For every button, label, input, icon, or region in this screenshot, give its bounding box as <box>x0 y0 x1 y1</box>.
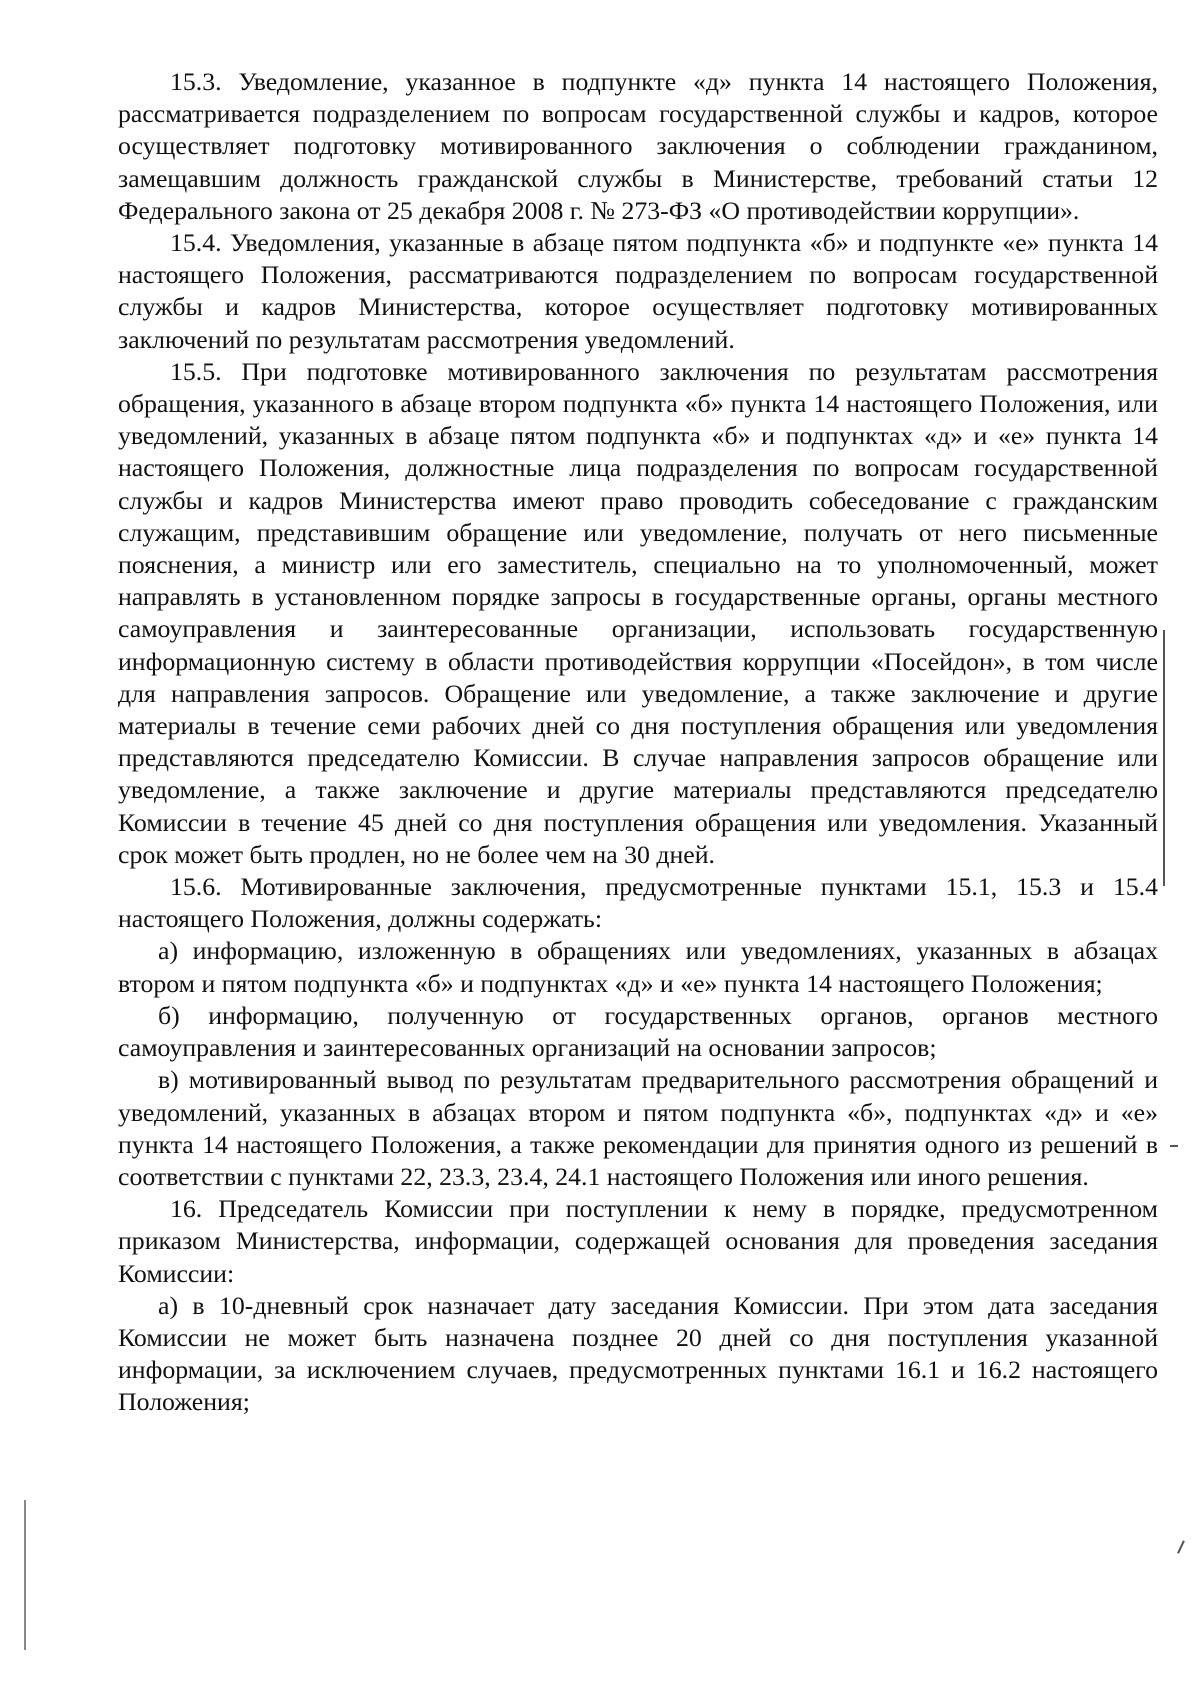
paragraph-16: 16. Председатель Комиссии при поступлении к нему в порядке, предусмотренном приказом Министерства, информации, содержащей основания для проведения заседания Комиссии: <box>118 1194 1158 1288</box>
margin-tick-mark <box>1170 1145 1178 1147</box>
paragraph-15-3: 15.3. Уведомление, указанное в подпункте «д» пункта 14 настоящего Положения, рассматривается подразделением по вопросам государственной службы и кадров, которое осуществляет подготовку мотивированного заключения о соблюдении гражданином, замещавшим должность гражданской службы в Министерстве, требований статьи 12 Федерального закона от 25 декабря 2008 г. № 273-ФЗ «О противодействии коррупции». <box>118 67 1158 225</box>
paragraph-15-6-b: б) информацию, полученную от государственных органов, органов местного самоуправления и заинтересованных организаций на основании запросов; <box>118 1000 1158 1063</box>
margin-dash-mark <box>1177 1540 1185 1554</box>
document-page <box>118 66 1158 1419</box>
paragraph-15-6-v: в) мотивированный вывод по результатам предварительного рассмотрения обращений и уведомлений, указанных в абзацах втором и пятом подпункта «б», подпунктах «д» и «е» пункта 14 настоящего Положения, а также рекомендации для принятия одного из решений в соответствии с пунктами 22, 23.3, 23.4, 24.1 настоящего Положения или иного решения. <box>118 1065 1158 1191</box>
paragraph-15-6-a: а) информацию, изложенную в обращениях или уведомлениях, указанных в абзацах втором и пятом подпункта «б» и подпунктах «д» и «е» пункта 14 настоящего Положения; <box>118 936 1158 998</box>
paragraph-15-5: 15.5. При подготовке мотивированного заключения по результатам рассмотрения обращения, указанного в абзаце втором подпункта «б» пункта 14 настоящего Положения, или уведомлений, указанных в абзаце пятом подпункта «б» и подпунктах «д» и «е» пункта 14 настоящего Положения, должностные лица подразделения по вопросам государственной службы и кадров Министерства имеют право проводить собеседование с гражданским служащим, представившим обращение или уведомление, получать от него письменные пояснения, а министр или его заместитель, специально на то уполномоченный, может направлять в установленном порядке запросы в государственные органы, органы местного самоуправления и заинтересованные организации, использовать государственную информационную систему в области противодействия коррупции «Посейдон», в том числе для направления запросов. Обращение или уведомление, а также заключение и другие материалы в течение семи рабочих дней со дня поступления обращения или уведомления представляются председателю Комиссии. В случае направления запросов обращение или уведомление, а также заключение и другие материалы представляются председателю Комиссии в течение 45 дней со дня поступления обращения или уведомления. Указанный срок может быть продлен, но не более чем на 30 дней. <box>118 356 1158 869</box>
margin-bracket-mark <box>1163 630 1165 886</box>
paragraph-16-a: а) в 10-дневный срок назначает дату заседания Комиссии. При этом дата заседания Комиссии не может быть назначена позднее 20 дней со дня поступления указанной информации, за исключением случаев, предусмотренных пунктами 16.1 и 16.2 настоящего Положения; <box>118 1290 1158 1417</box>
paragraph-15-4: 15.4. Уведомления, указанные в абзаце пятом подпункта «б» и подпункте «е» пункта 14 настоящего Положения, рассматриваются подразделением по вопросам государственной службы и кадров Министерства, которое осуществляет подготовку мотивированных заключений по результатам рассмотрения уведомлений. <box>118 228 1158 354</box>
paragraph-15-6: 15.6. Мотивированные заключения, предусмотренные пунктами 15.1, 15.3 и 15.4 настоящего Положения, должны содержать: <box>118 872 1158 934</box>
left-margin-line <box>24 1500 26 1650</box>
